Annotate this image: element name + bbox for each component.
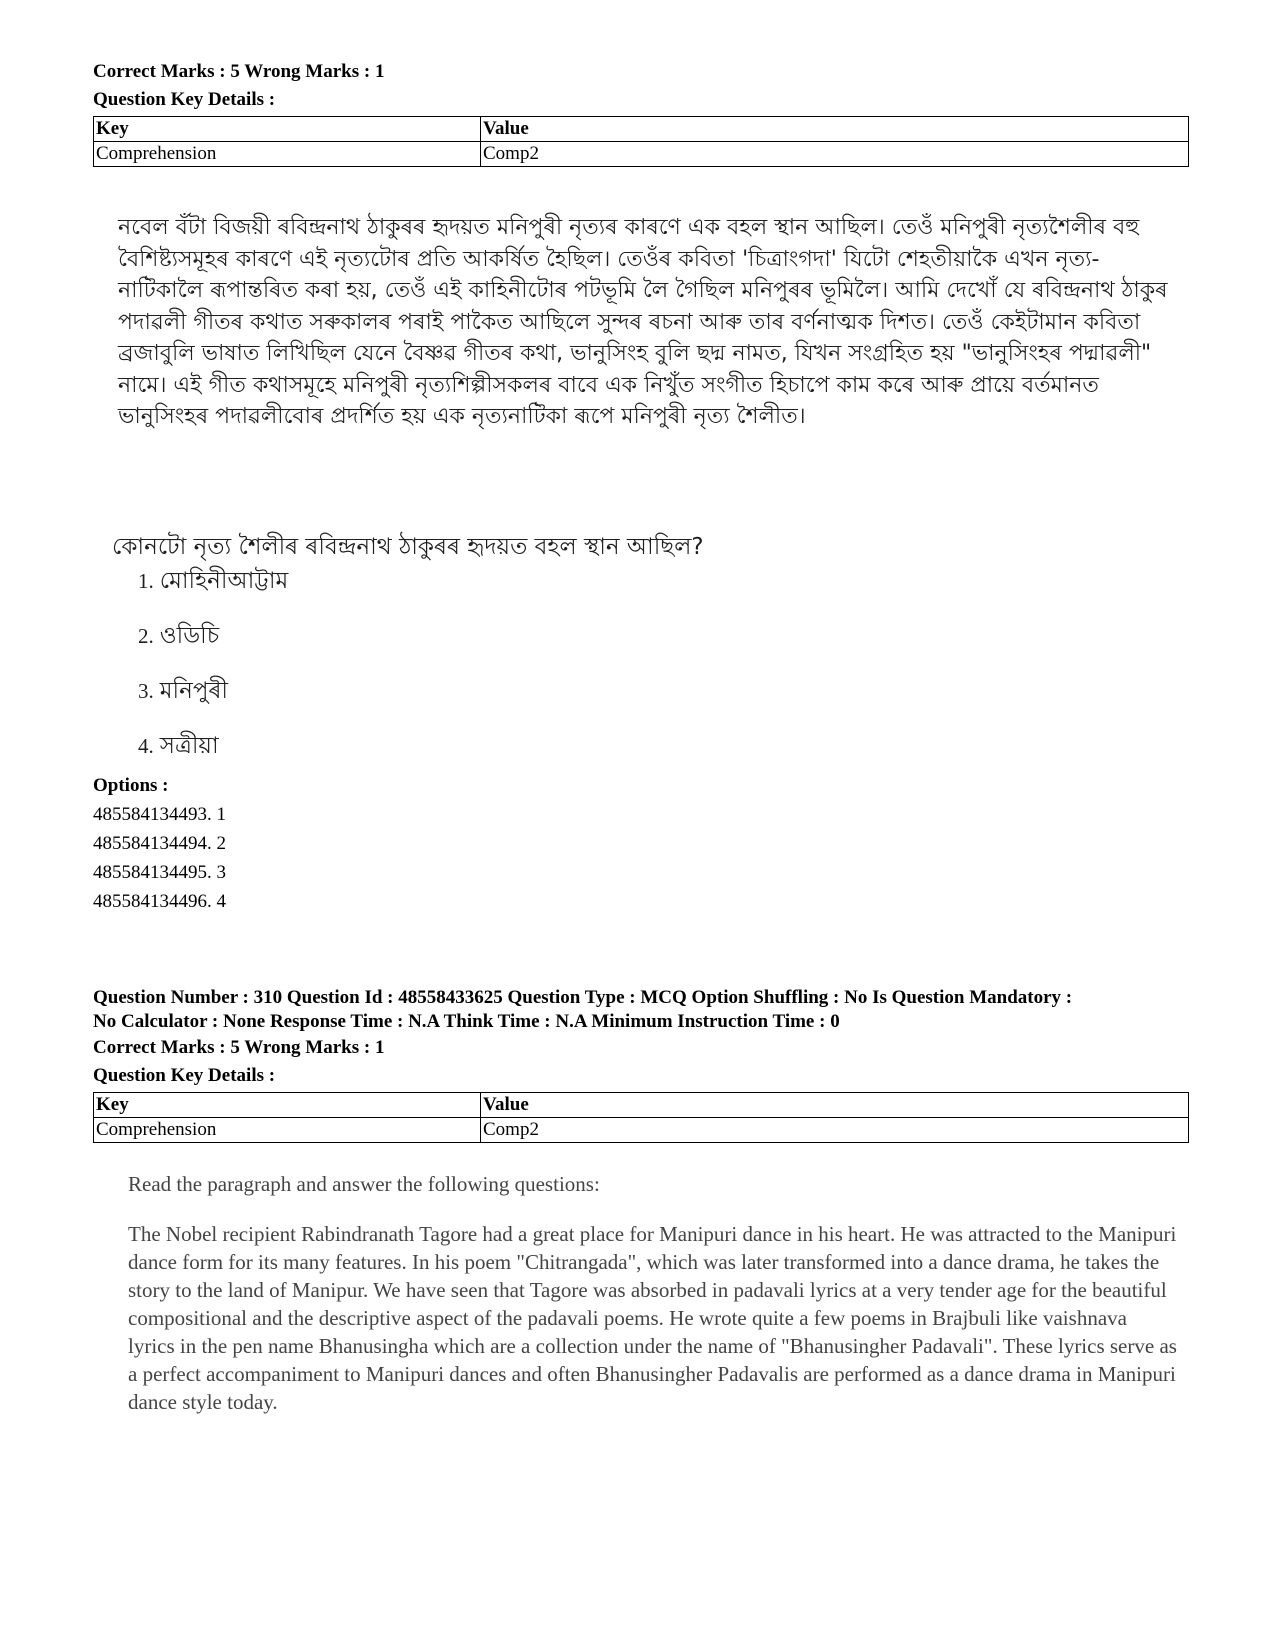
table-row xyxy=(94,142,1189,167)
choice-text: ওডিচি xyxy=(159,623,220,649)
option-item: 485584134495. 3 xyxy=(93,862,226,883)
choice-number: 2. xyxy=(138,624,154,648)
assamese-passage: নবেল বঁটা বিজয়ী ৰবিন্দ্ৰনাথ ঠাকুৰৰ হৃদয়ত মনিপুৰী নৃত্যৰ কাৰণে এক বহল স্থান আছিল। তেওঁ মনিপুৰী নৃত্যশৈলীৰ বহু বৈশিষ্ট্যসমূহৰ কাৰণে এই নৃত্যটোৰ প্ৰতি আকৰ্ষিত হৈছিল। তেওঁৰ কবিতা 'চিত্ৰাংগদা' যিটো শেহতীয়াকৈ এখন নৃত্য-নাটিকালৈ ৰূপান্তৰিত কৰা হয়, তেওঁ এই কাহিনীটোৰ পটভূমি লৈ গৈছিল মনিপুৰৰ ভূমিলৈ। আমি দেখোঁ যে ৰবিন্দ্ৰনাথ ঠাকুৰ পদাৱলী গীতৰ কথাত সৰুকালৰ পৰাই পাকৈত আছিলে সুন্দৰ ৰচনা আৰু তাৰ বৰ্ণনাত্মক দিশত। তেওঁ কেইটামান কবিতা ব্ৰজাবুলি ভাষাত লিখিছিল যেনে বৈষ্ণৱ গীতৰ কথা, ভানুসিংহ বুলি ছদ্ম নামত, যিখন সংগ্ৰহিত হয় "ভানুসিংহৰ পদ্মাৱলী" নামে। এই গীত কথাসমূহে মনিপুৰী নৃত্যশিল্পীসকলৰ বাবে এক নিখুঁত সংগীত হিচাপে কাম কৰে আৰু প্ৰায়ে বৰ্তমানত ভানুসিংহৰ পদাৱলীবোৰ প্ৰদৰ্শিত হয় এক নৃত্যনাটিকা ৰূপে মনিপুৰী নৃত্য শৈলীত। xyxy=(118,215,1168,429)
q2-header-line2: No Calculator : None Response Time : N.A Think Time : N.A Minimum Instruction Time : 0 xyxy=(93,1011,840,1032)
choice-number: 3. xyxy=(138,679,154,703)
q2-marks: Correct Marks : 5 Wrong Marks : 1 xyxy=(93,1037,385,1058)
table-cell-value: Comp2 xyxy=(481,142,1189,167)
q1-key-details-label: Question Key Details : xyxy=(93,89,276,110)
english-instruction: Read the paragraph and answer the following questions: xyxy=(128,1172,600,1196)
table-cell-key: Comprehension xyxy=(94,142,481,167)
table-head-key: Key xyxy=(94,117,481,142)
table-cell-value: Comp2 xyxy=(481,1118,1189,1143)
table-head-value: Value xyxy=(481,1093,1189,1118)
table-header-row xyxy=(94,1093,1189,1118)
choice-text: সত্ৰীয়া xyxy=(159,733,219,759)
q2-header-line1: Question Number : 310 Question Id : 48558433625 Question Type : MCQ Option Shuffling : No Is Question Mandatory : xyxy=(93,987,1073,1008)
option-item: 485584134496. 4 xyxy=(93,891,226,912)
question-2-header xyxy=(93,986,1203,1143)
table-row xyxy=(94,1118,1189,1143)
table-header-row xyxy=(94,117,1189,142)
choice-4 xyxy=(138,727,219,766)
choice-1 xyxy=(138,562,288,601)
choice-text: মনিপুৰী xyxy=(159,678,228,704)
assamese-question: কোনটো নৃত্য শৈলীৰ ৰবিন্দ্ৰনাথ ঠাকুৰৰ হৃদয়ত বহল স্থান আছিল? xyxy=(112,534,704,560)
options-label: Options : xyxy=(93,775,169,796)
q2-key-table xyxy=(93,1092,1189,1143)
table-head-value: Value xyxy=(481,117,1189,142)
table-head-key: Key xyxy=(94,1093,481,1118)
options-block xyxy=(93,772,226,916)
choice-number: 1. xyxy=(138,569,154,593)
choice-text: মোহিনীআট্টাম xyxy=(159,568,289,594)
question-1-header xyxy=(93,58,1193,167)
choice-2 xyxy=(138,617,219,656)
table-cell-key: Comprehension xyxy=(94,1118,481,1143)
choice-3 xyxy=(138,672,228,711)
option-item: 485584134494. 2 xyxy=(93,833,226,854)
option-item: 485584134493. 1 xyxy=(93,804,226,825)
choice-number: 4. xyxy=(138,734,154,758)
english-passage: The Nobel recipient Rabindranath Tagore had a great place for Manipuri dance in his heart. He was attracted to the Manipuri dance form for its many features. In his poem "Chitrangada", which was later transformed into a dance drama, he takes the story to the land of Manipur. We have seen that Tagore was absorbed in padavali lyrics at a very tender age for the beautiful compositional and the descriptive aspect of the padavali poems. He wrote quite a few poems in Brajbuli like vaishnava lyrics in the pen name Bhanusingha which are a collection under the name of "Bhanusingher Padavali". These lyrics serve as a perfect accompaniment to Manipuri dances and often Bhanusingher Padavalis are performed as a dance drama in Manipuri dance style today. xyxy=(128,1222,1177,1414)
q1-key-table xyxy=(93,116,1189,167)
q2-key-details-label: Question Key Details : xyxy=(93,1065,276,1086)
q1-marks: Correct Marks : 5 Wrong Marks : 1 xyxy=(93,61,385,82)
